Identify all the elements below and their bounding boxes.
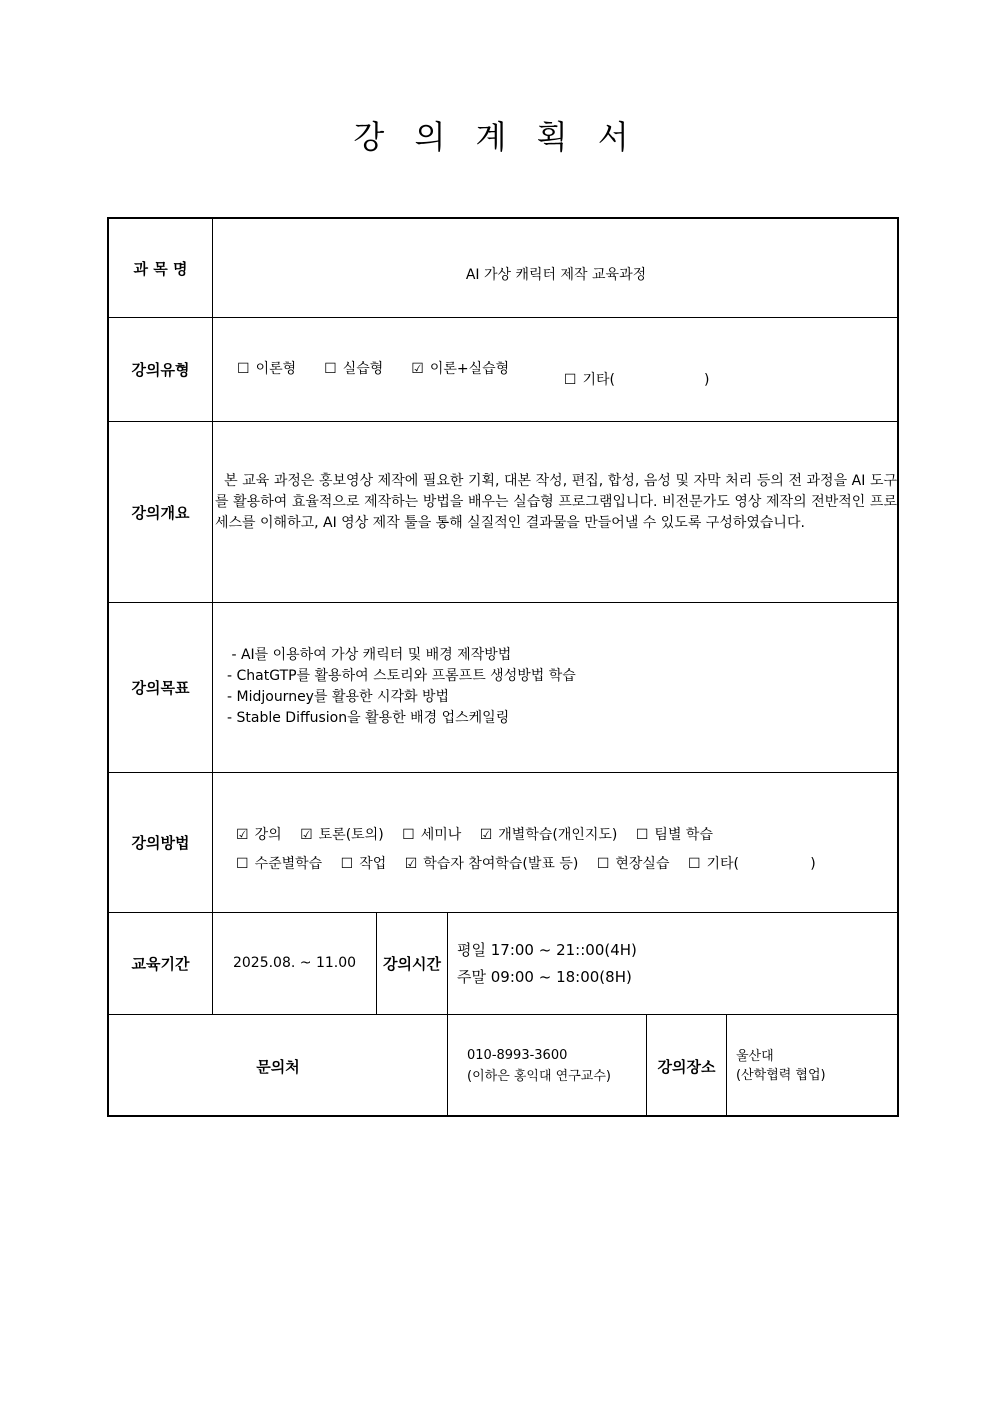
method-option-other[interactable]: ☐ 기타( ) <box>688 850 816 879</box>
overview-text: 본 교육 과정은 홍보영상 제작에 필요한 기획, 대본 작성, 편집, 합성, 음성 및 자막 처리 등의 전 과정을 AI 도구를 활용하여 효율적으로 제작하는 방법을 배우는 실습형 프로그램입니다. 비전문가도 영상 제작의 전반적인 프로세스를 이해하고, AI 영상 제작 툴을 통해 실질적인 결과물을 만들어낼 수 있도록 구성하였습니다. <box>215 473 898 531</box>
checkbox-icon: ☐ <box>324 361 337 377</box>
goals-label: 강의목표 <box>131 679 190 697</box>
list-item: - Stable Diffusion을 활용한 배경 업스케일링 <box>227 710 510 726</box>
place-label: 강의장소 <box>657 1057 716 1076</box>
checkbox-icon: ☐ <box>237 361 250 377</box>
lecture-plan-table <box>107 217 899 1117</box>
contact-value <box>467 1045 645 1087</box>
document-title: 강 의 계 획 서 <box>353 118 639 156</box>
lecture-time-value <box>457 937 887 991</box>
method-option-participation[interactable]: ☑ 학습자 참여학습(발표 등) <box>405 850 579 879</box>
lecture-type-option-practice[interactable]: ☐ 실습형 <box>324 359 383 380</box>
method-option-fieldwork[interactable]: ☐ 현장실습 <box>597 850 670 879</box>
checked-checkbox-icon: ☑ <box>236 827 249 843</box>
list-item: - AI를 이용하여 가상 캐릭터 및 배경 제작방법 <box>227 647 512 663</box>
lecture-time-label: 강의시간 <box>383 955 441 973</box>
checked-checkbox-icon: ☑ <box>404 856 418 872</box>
course-name-value: AI 가상 캐릭터 제작 교육과정 <box>465 266 647 283</box>
methods-options <box>236 821 896 879</box>
method-option-team[interactable]: ☐ 팀별 학습 <box>636 821 713 850</box>
period-label: 교육기간 <box>131 955 190 973</box>
checkbox-icon: ☐ <box>340 856 354 872</box>
course-name-label: 과 목 명 <box>133 259 188 278</box>
checkbox-icon: ☐ <box>687 856 701 872</box>
overview-label: 강의개요 <box>131 503 190 522</box>
checked-checkbox-icon: ☑ <box>300 827 313 843</box>
weekend-time: 주말 09:00 ~ 18:00(8H) <box>457 968 632 986</box>
checked-checkbox-icon: ☑ <box>479 827 493 843</box>
checkbox-icon: ☐ <box>402 827 415 843</box>
place-name: 울산대 <box>736 1049 774 1064</box>
contact-label: 문의처 <box>256 1057 300 1076</box>
lecture-type-label: 강의유형 <box>131 361 190 379</box>
contact-person: (이하은 홍익대 연구교수) <box>467 1069 611 1084</box>
place-note: (산학협력 협업) <box>736 1068 826 1083</box>
weekday-time: 평일 17:00 ~ 21::00(4H) <box>457 941 637 959</box>
checkbox-icon: ☐ <box>236 856 249 872</box>
method-option-individual[interactable]: ☑ 개별학습(개인지도) <box>480 821 618 850</box>
list-item: - Midjourney를 활용한 시각화 방법 <box>227 689 450 705</box>
goals-list <box>227 645 887 729</box>
checkbox-icon: ☐ <box>596 856 610 872</box>
list-item: - ChatGTP를 활용하여 스토리와 프롬프트 생성방법 학습 <box>227 668 576 684</box>
methods-label: 강의방법 <box>131 834 190 852</box>
contact-phone: 010-8993-3600 <box>467 1048 568 1063</box>
period-value: 2025.08. ~ 11.00 <box>232 955 357 971</box>
checkbox-icon: ☐ <box>635 827 649 843</box>
method-option-work[interactable]: ☐ 작업 <box>341 850 387 879</box>
lecture-type-options <box>213 318 899 421</box>
lecture-type-option-theory-practice[interactable]: ☑ 이론+실습형 <box>411 359 509 380</box>
checkbox-icon: ☐ <box>563 371 577 388</box>
lecture-type-option-theory[interactable]: ☐ 이론형 <box>237 359 296 380</box>
method-option-level[interactable]: ☐ 수준별학습 <box>236 850 322 879</box>
lecture-type-option-other[interactable]: ☐ 기타( ) <box>537 349 709 391</box>
method-option-seminar[interactable]: ☐ 세미나 <box>402 821 461 850</box>
checked-checkbox-icon: ☑ <box>411 361 424 377</box>
place-value <box>736 1047 896 1085</box>
method-option-discussion[interactable]: ☑ 토론(토의) <box>300 821 384 850</box>
method-option-lecture[interactable]: ☑ 강의 <box>236 821 282 850</box>
